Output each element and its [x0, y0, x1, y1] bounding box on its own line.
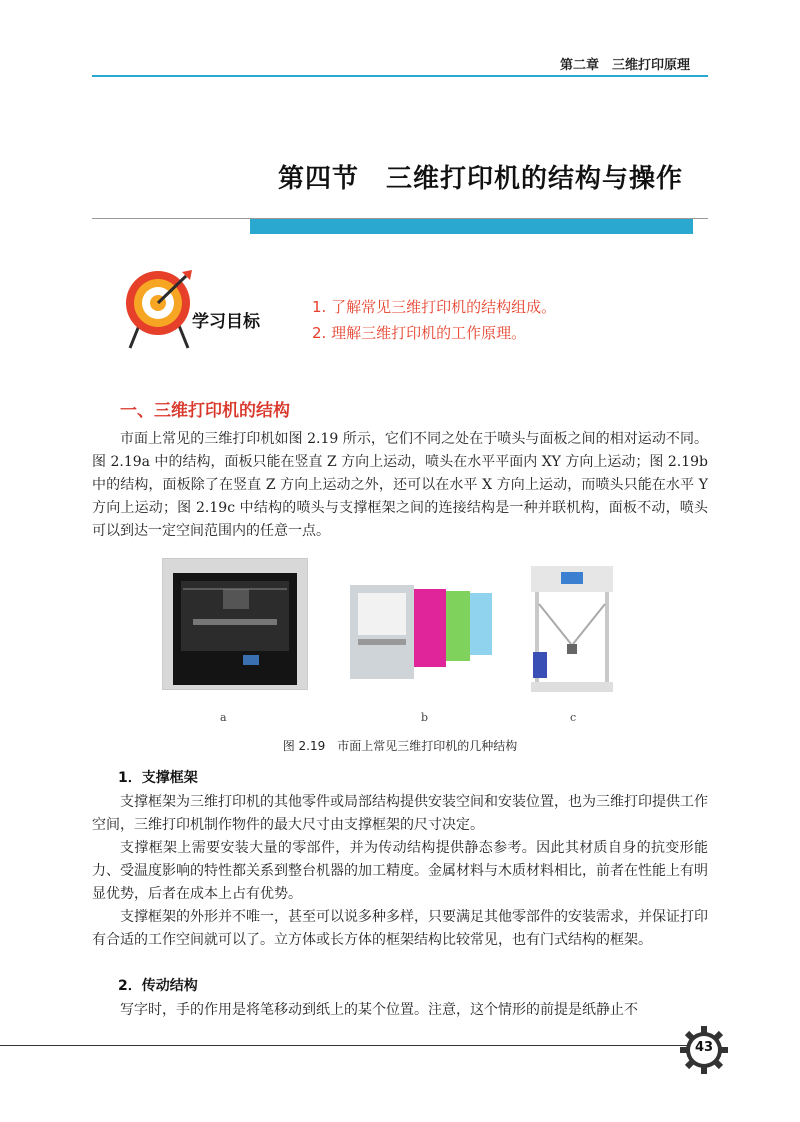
paragraph: 支撑框架的外形并不唯一，甚至可以说多种多样，只要满足其他零部件的安装需求，并保证打印有合适的工作空间就可以了。立方体或长方体的框架结构比较常见，也有门式结构的框架。 [92, 909, 708, 948]
paragraph: 支撑框架上需要安装大量的零部件，并为传动结构提供静态参考。因此其材质自身的抗变形能力、受温度影响的特性都关系到整台机器的加工精度。金属材料与木质材料相比，前者在性能上有明显优势，后者在成本上占有优势。 [92, 840, 708, 902]
printer-image-a [162, 558, 308, 690]
paragraph: 支撑框架为三维打印机的其他零件或局部结构提供安装空间和安装位置，也为三维打印提供工作空间，三维打印机制作物件的最大尺寸由支撑框架的尺寸决定。 [92, 794, 708, 833]
figure-caption: 图 2.19 市面上常见三维打印机的几种结构 [282, 739, 518, 753]
printer-image-b [346, 575, 496, 687]
section-title: 第四节 三维打印机的结构与操作 [278, 164, 684, 194]
target-icon [118, 268, 200, 350]
figure-label-b: b [421, 711, 429, 724]
printer-image-c [527, 564, 617, 694]
heading-structure: 一、三维打印机的结构 [120, 401, 290, 421]
page-number: 43 [694, 1040, 714, 1055]
footer-rule [0, 1045, 690, 1046]
figure-label-a: a [220, 711, 227, 724]
title-accent-bar [250, 219, 693, 234]
objectives-label: 学习目标 [192, 312, 260, 332]
figure-label-c: c [570, 711, 577, 724]
objective-item: 2. 理解三维打印机的工作原理。 [312, 324, 527, 342]
objective-item: 1. 了解常见三维打印机的结构组成。 [312, 298, 557, 316]
paragraph: 写字时，手的作用是将笔移动到纸上的某个位置。注意，这个情形的前提是纸静止不 [120, 1002, 638, 1018]
subheading-transmission: 2．传动结构 [118, 978, 198, 994]
paragraph: 市面上常见的三维打印机如图 2.19 所示，它们不同之处在于喷头与面板之间的相对运动不同。图 2.19a 中的结构，面板只能在竖直 Z 方向上运动，喷头在水平平面内 XY 方向上运动；图 2.19b 中的结构，面板除了在竖直 Z 方向上运动之外，还可以在水平 X 方向上运动，而喷头只能在水平 Y 方向上运动；图 2.19c 中结构的喷头与支撑框架之间的连接结构是一种并联机构，面板不动，喷头可以到达一定空间范围内的任意一点。 [92, 431, 708, 539]
subheading-support-frame: 1．支撑框架 [118, 770, 198, 786]
header-rule [92, 75, 708, 77]
objectives-list [312, 294, 556, 346]
running-header: 第二章 三维打印原理 [560, 58, 691, 73]
